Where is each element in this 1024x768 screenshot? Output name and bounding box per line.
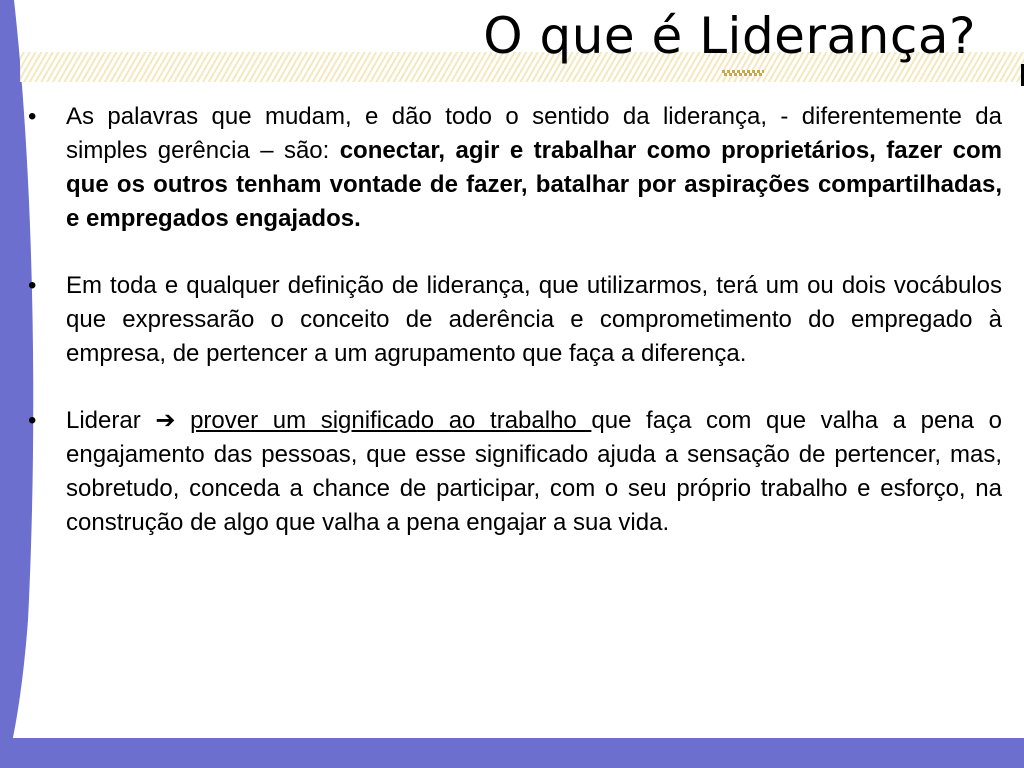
bullet-dot: • [28, 407, 37, 434]
bullet-list [28, 100, 1002, 573]
slide-title: O que é Liderança? [483, 7, 976, 65]
bullet-underlined-text: prover um significado ao trabalho [190, 407, 592, 434]
title-dotted-accent [722, 70, 764, 76]
bottom-decorative-bar [0, 738, 1024, 768]
bullet-dot: • [28, 103, 37, 130]
bullet-item [28, 269, 1002, 371]
bullet-item [28, 100, 1002, 236]
bullet-item [28, 404, 1002, 540]
bullet-bold-text: conectar, agir e trabalhar como proprietários, fazer com que os outros tenham vontade de fazer, batalhar por aspirações compartilhadas, e empregados engajados. [66, 137, 1002, 232]
bullet-text [66, 103, 1002, 232]
bullet-normal-text: As palavras que mudam, e dão todo o sentido da liderança, - diferentemente da simples gerência – são: [66, 103, 1002, 164]
bullet-normal-text: que faça com que valha a pena o engajamento das pessoas, que esse significado ajuda a sensação de pertencer, mas, sobretudo, conceda a chance de participar, com o seu próprio trabalho e esforço, na construção de algo que valha a pena engajar a sua vida. [66, 407, 1002, 536]
bullet-text [66, 407, 1002, 536]
right-arrow-icon: ➔ [155, 407, 176, 434]
bullet-dot: • [28, 272, 37, 299]
bullet-text: Em toda e qualquer definição de liderança, que utilizarmos, terá um ou dois vocábulos que expressarão o conceito de aderência e comprometimento do empregado à empresa, de pertencer a um agrupamento que faça a diferença. [66, 272, 1002, 367]
bullet-normal-text: Liderar [66, 407, 156, 434]
